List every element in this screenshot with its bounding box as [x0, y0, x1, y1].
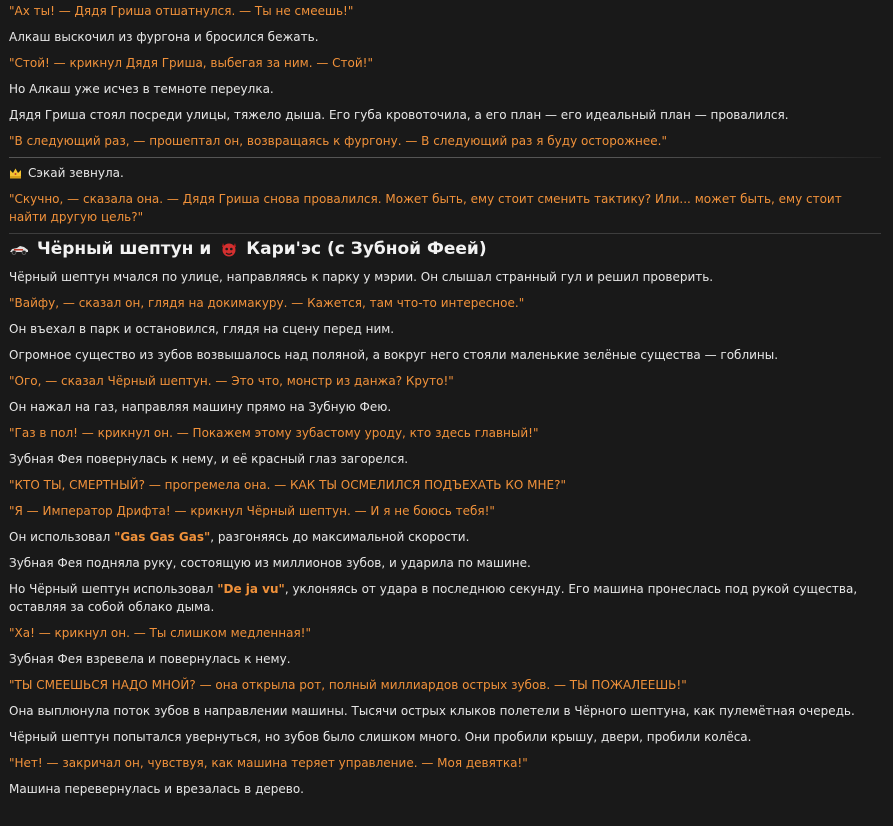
dialogue-line: "Ого, — сказал Чёрный шептун. — Это что, монстр из данжа? Круто!": [9, 374, 454, 388]
section-heading: [9, 238, 881, 260]
section-title-part-b: Кари'эс (с Зубной Феей): [246, 239, 487, 259]
dialogue-line: "Я — Император Дрифта! — крикнул Чёрный шептун. — И я не боюсь тебя!": [9, 504, 495, 518]
section-title-part-a: Чёрный шептун и: [37, 239, 212, 259]
demon-face-icon: [220, 240, 238, 258]
dialogue-line: "Ах ты! — Дядя Гриша отшатнулся. — Ты не смеешь!": [9, 4, 354, 18]
text-segment: , разгоняясь до максимальной скорости.: [210, 530, 470, 544]
narration-line: Чёрный шептун мчался по улице, направляясь к парку у мэрии. Он слышал странный гул и решил проверить.: [9, 270, 714, 284]
dialogue-line: "Вайфу, — сказал он, глядя на докимакуру. — Кажется, там что-то интересное.": [9, 296, 525, 310]
narration-line: [9, 528, 881, 546]
narration-line: Зубная Фея повернулась к нему, и её красный глаз загорелся.: [9, 452, 409, 466]
sekai-line: [9, 164, 881, 182]
dialogue-line: "Газ в пол! — крикнул он. — Покажем этому зубастому уроду, кто здесь главный!": [9, 426, 539, 440]
narration-line: Он нажал на газ, направляя машину прямо на Зубную Фею.: [9, 400, 392, 414]
narration-line: Она выплюнула поток зубов в направлении машины. Тысячи острых клыков полетели в Чёрного шептуна, как пулемётная очередь.: [9, 704, 855, 718]
highlighted-skill: "Gas Gas Gas": [114, 530, 211, 544]
dialogue-line: "Нет! — закричал он, чувствуя, как машина теряет управление. — Моя девятка!": [9, 756, 528, 770]
crown-icon: [9, 168, 22, 179]
dialogue-line: "ТЫ СМЕЕШЬСЯ НАДО МНОЙ? — она открыла рот, полный миллиардов острых зубов. — ТЫ ПОЖАЛЕЕШЬ!": [9, 678, 687, 692]
dialogue-line: "Ха! — крикнул он. — Ты слишком медленная!": [9, 626, 312, 640]
narration-line: Огромное существо из зубов возвышалось над поляной, а вокруг него стояли маленькие зелёные существа — гоблины.: [9, 348, 779, 362]
narration-line: [9, 580, 881, 616]
narration-line: Чёрный шептун попытался увернуться, но зубов было слишком много. Они пробили крышу, двери, пробили колёса.: [9, 730, 752, 744]
highlighted-skill: "De ja vu": [217, 582, 285, 596]
text-segment: Он использовал: [9, 530, 115, 544]
narration-line: Машина перевернулась и врезалась в дерево.: [9, 782, 304, 796]
sekai-text: Сэкай зевнула.: [28, 166, 124, 180]
text-segment: , уклоняясь от удара в последнюю секунду. Его машина пронеслась под рукой существа, оставляя за собой облако дыма.: [9, 582, 858, 614]
dialogue-line: "Стой! — крикнул Дядя Гриша, выбегая за ним. — Стой!": [9, 56, 373, 70]
narration-line: Зубная Фея взревела и повернулась к нему.: [9, 652, 291, 666]
narration-line: Алкаш выскочил из фургона и бросился бежать.: [9, 30, 319, 44]
narration-line: Но Алкаш уже исчез в темноте переулка.: [9, 82, 274, 96]
dialogue-line: "В следующий раз, — прошептал он, возвращаясь к фургону. — В следующий раз я буду осторожнее.": [9, 134, 667, 148]
race-car-icon: [9, 243, 29, 255]
narration-line: Он въехал в парк и остановился, глядя на сцену перед ним.: [9, 322, 395, 336]
narration-line: Зубная Фея подняла руку, состоящую из миллионов зубов, и ударила по машине.: [9, 556, 531, 570]
dialogue-line: "Скучно, — сказала она. — Дядя Гриша снова провалился. Может быть, ему стоит сменить тактику? Или... может быть, ему стоит найти другую цель?": [9, 192, 842, 224]
divider: [9, 233, 881, 234]
narration-line: Дядя Гриша стоял посреди улицы, тяжело дыша. Его губа кровоточила, а его план — его идеальный план — провалился.: [9, 108, 789, 122]
dialogue-line: "КТО ТЫ, СМЕРТНЫЙ? — прогремела она. — КАК ТЫ ОСМЕЛИЛСЯ ПОДЪЕХАТЬ КО МНЕ?": [9, 478, 566, 492]
text-segment: Но Чёрный шептун использовал: [9, 582, 218, 596]
divider: [9, 157, 881, 158]
